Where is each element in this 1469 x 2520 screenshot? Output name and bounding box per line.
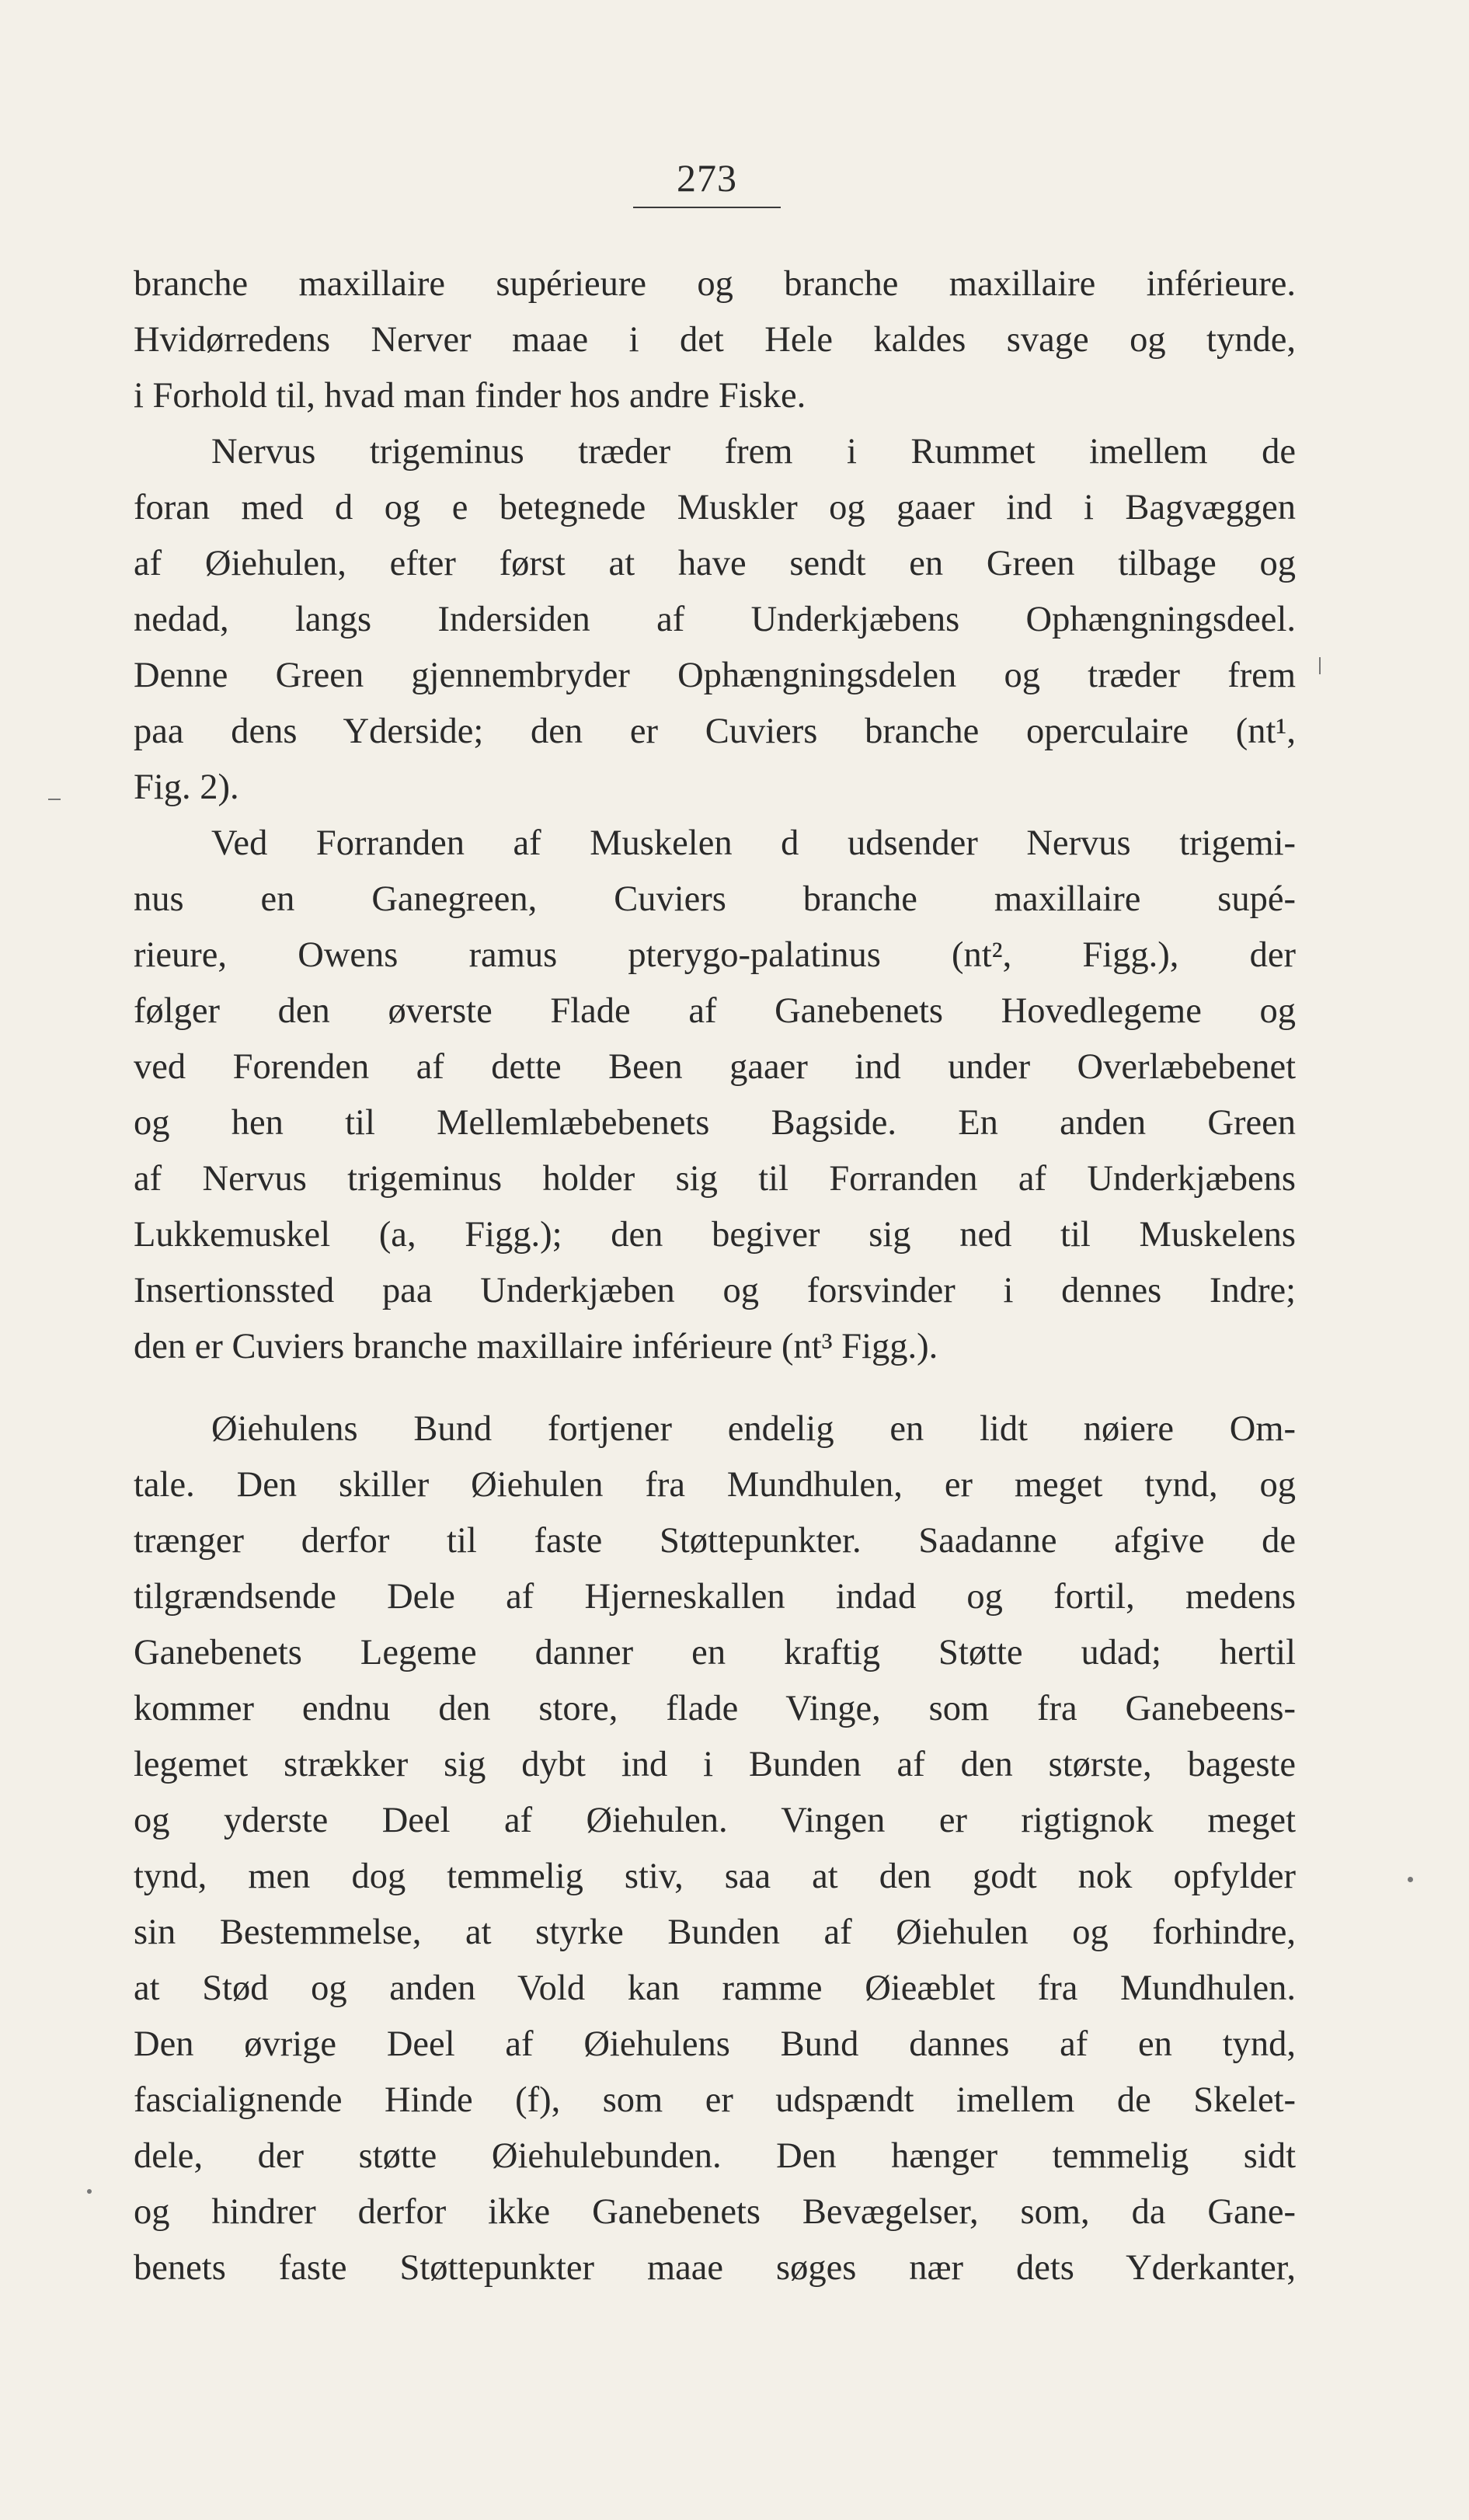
paragraph-block-2 <box>134 1401 1296 2296</box>
text-line: af Nervus trigeminus holder sig til Forranden af Underkjæbens <box>134 1159 1296 1199</box>
text-line: kommer endnu den store, flade Vinge, som fra Ganebeens- <box>134 1689 1296 1728</box>
text-line: Fig. 2). <box>134 767 239 807</box>
paragraph-block-1 <box>134 256 1296 1375</box>
text-line: Hvidørredens Nerver maae i det Hele kaldes svage og tynde, <box>134 320 1296 360</box>
text-line: fascialignende Hinde (f), som er udspændt imellem de Skelet- <box>134 2080 1296 2120</box>
text-line: rieure, Owens ramus pterygo-palatinus (nt², Figg.), der <box>134 935 1296 975</box>
page-number-rule <box>633 207 781 208</box>
text-line: af Øiehulen, efter først at have sendt en Green tilbage og <box>134 544 1296 583</box>
text-line: ved Forenden af dette Been gaaer ind under Overlæbebenet <box>134 1047 1296 1087</box>
page-number: 273 <box>677 156 737 200</box>
text-line: trænger derfor til faste Støttepunkter. Saadanne afgive de <box>134 1521 1296 1561</box>
text-line: i Forhold til, hvad man finder hos andre Fiske. <box>134 376 806 416</box>
text-line: og hen til Mellemlæbebenets Bagside. En anden Green <box>134 1103 1296 1143</box>
text-line: og hindrer derfor ikke Ganebenets Bevægelser, som, da Gane- <box>134 2192 1296 2232</box>
text-line: sin Bestemmelse, at styrke Bunden af Øiehulen og forhindre, <box>134 1913 1296 1952</box>
text-line: Nervus trigeminus træder frem i Rummet imellem de <box>211 432 1296 472</box>
text-line: paa dens Yderside; den er Cuviers branche operculaire (nt¹, <box>134 712 1296 751</box>
text-line: den er Cuviers branche maxillaire inférieure (nt³ Figg.). <box>134 1327 938 1366</box>
text-line: tynd, men dog temmelig stiv, saa at den godt nok opfylder <box>134 1857 1296 1896</box>
margin-mark <box>48 799 61 800</box>
text-line: Insertionssted paa Underkjæben og forsvinder i dennes Indre; <box>134 1271 1296 1310</box>
margin-mark <box>1408 1877 1413 1882</box>
text-line: følger den øverste Flade af Ganebenets Hovedlegeme og <box>134 991 1296 1031</box>
text-line: tale. Den skiller Øiehulen fra Mundhulen, er meget tynd, og <box>134 1465 1296 1505</box>
text-line: Øiehulens Bund fortjener endelig en lidt nøiere Om- <box>211 1409 1296 1449</box>
text-line: dele, der støtte Øiehulebunden. Den hænger temmelig sidt <box>134 2136 1296 2176</box>
margin-mark <box>1319 657 1321 674</box>
text-line: tilgrændsende Dele af Hjerneskallen indad og fortil, medens <box>134 1577 1296 1617</box>
text-line: Denne Green gjennembryder Ophængningsdelen og træder frem <box>134 656 1296 695</box>
text-line: at Stød og anden Vold kan ramme Øieæblet fra Mundhulen. <box>134 1968 1296 2008</box>
text-line: branche maxillaire supérieure og branche maxillaire inférieure. <box>134 264 1296 304</box>
text-line: Lukkemuskel (a, Figg.); den begiver sig ned til Muskelens <box>134 1215 1296 1255</box>
text-line: nus en Ganegreen, Cuviers branche maxillaire supé- <box>134 879 1296 919</box>
text-line: nedad, langs Indersiden af Underkjæbens Ophængningsdeel. <box>134 600 1296 639</box>
text-line: og yderste Deel af Øiehulen. Vingen er rigtignok meget <box>134 1801 1296 1840</box>
margin-mark <box>87 2189 92 2194</box>
text-line: foran med d og e betegnede Muskler og gaaer ind i Bagvæggen <box>134 488 1296 527</box>
text-line: benets faste Støttepunkter maae søges nær dets Yderkanter, <box>134 2248 1296 2288</box>
text-line: Ved Forranden af Muskelen d udsender Nervus trigemi- <box>211 823 1296 863</box>
text-line: legemet strækker sig dybt ind i Bunden af den største, bageste <box>134 1745 1296 1784</box>
text-line: Ganebenets Legeme danner en kraftig Støtte udad; hertil <box>134 1633 1296 1672</box>
text-line: Den øvrige Deel af Øiehulens Bund dannes af en tynd, <box>134 2024 1296 2064</box>
